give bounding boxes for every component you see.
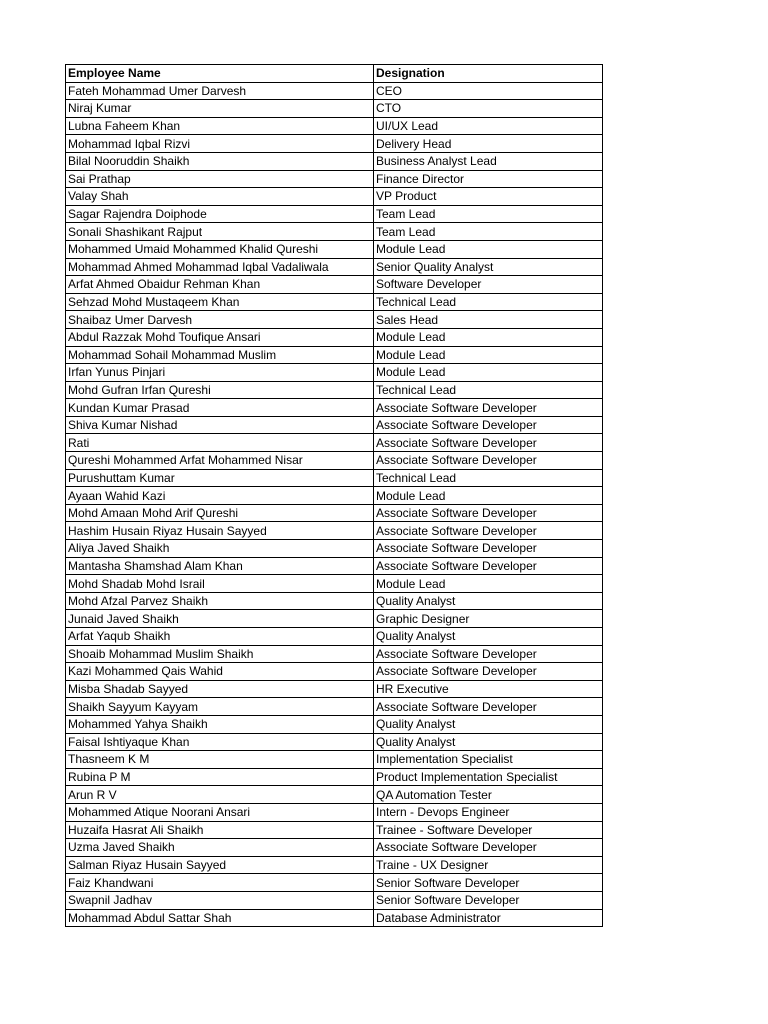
employee-name-cell: Mohammed Atique Noorani Ansari (66, 803, 374, 821)
table-row (66, 803, 603, 821)
table-row (66, 628, 603, 646)
table-row (66, 170, 603, 188)
employee-name-cell: Sehzad Mohd Mustaqeem Khan (66, 293, 374, 311)
table-row (66, 223, 603, 241)
employee-name-cell: Kundan Kumar Prasad (66, 399, 374, 417)
designation-cell: CTO (374, 100, 603, 118)
table-row (66, 733, 603, 751)
employee-name-cell: Bilal Nooruddin Shaikh (66, 152, 374, 170)
employee-name-cell: Qureshi Mohammed Arfat Mohammed Nisar (66, 452, 374, 470)
employee-name-cell: Rati (66, 434, 374, 452)
table-row (66, 891, 603, 909)
designation-cell: Associate Software Developer (374, 557, 603, 575)
designation-cell: Quality Analyst (374, 592, 603, 610)
designation-cell: Senior Software Developer (374, 891, 603, 909)
designation-cell: Finance Director (374, 170, 603, 188)
employee-name-cell: Purushuttam Kumar (66, 469, 374, 487)
employee-name-cell: Sagar Rajendra Doiphode (66, 205, 374, 223)
table-row (66, 592, 603, 610)
table-row (66, 557, 603, 575)
table-row (66, 821, 603, 839)
table-row (66, 856, 603, 874)
table-row (66, 82, 603, 100)
employee-name-cell: Irfan Yunus Pinjari (66, 364, 374, 382)
employee-name-cell: Shaikh Sayyum Kayyam (66, 698, 374, 716)
employee-table (65, 64, 603, 927)
designation-cell: Associate Software Developer (374, 434, 603, 452)
designation-cell: Associate Software Developer (374, 839, 603, 857)
table-row (66, 874, 603, 892)
designation-cell: UI/UX Lead (374, 117, 603, 135)
designation-cell: Module Lead (374, 346, 603, 364)
table-row (66, 276, 603, 294)
employee-name-cell: Faiz Khandwani (66, 874, 374, 892)
table-row (66, 487, 603, 505)
designation-cell: Senior Software Developer (374, 874, 603, 892)
table-row (66, 293, 603, 311)
employee-name-cell: Mohammad Sohail Mohammad Muslim (66, 346, 374, 364)
employee-name-cell: Shaibaz Umer Darvesh (66, 311, 374, 329)
table-row (66, 909, 603, 927)
designation-cell: Associate Software Developer (374, 452, 603, 470)
table-row (66, 381, 603, 399)
table-row (66, 698, 603, 716)
employee-name-cell: Shoaib Mohammad Muslim Shaikh (66, 645, 374, 663)
employee-name-cell: Lubna Faheem Khan (66, 117, 374, 135)
table-row (66, 522, 603, 540)
designation-cell: Product Implementation Specialist (374, 768, 603, 786)
designation-cell: Implementation Specialist (374, 751, 603, 769)
designation-cell: CEO (374, 82, 603, 100)
employee-name-cell: Mohammed Umaid Mohammed Khalid Qureshi (66, 240, 374, 258)
employee-name-cell: Ayaan Wahid Kazi (66, 487, 374, 505)
designation-cell: Technical Lead (374, 293, 603, 311)
designation-cell: Associate Software Developer (374, 399, 603, 417)
employee-name-cell: Mohammed Yahya Shaikh (66, 715, 374, 733)
employee-name-cell: Abdul Razzak Mohd Toufique Ansari (66, 328, 374, 346)
designation-cell: Associate Software Developer (374, 522, 603, 540)
designation-cell: Database Administrator (374, 909, 603, 927)
designation-cell: Intern - Devops Engineer (374, 803, 603, 821)
employee-name-cell: Sonali Shashikant Rajput (66, 223, 374, 241)
header-employee-name: Employee Name (66, 65, 374, 83)
table-row (66, 663, 603, 681)
table-row (66, 258, 603, 276)
employee-name-cell: Mantasha Shamshad Alam Khan (66, 557, 374, 575)
designation-cell: Associate Software Developer (374, 540, 603, 558)
table-row (66, 100, 603, 118)
employee-name-cell: Niraj Kumar (66, 100, 374, 118)
designation-cell: Business Analyst Lead (374, 152, 603, 170)
employee-name-cell: Thasneem K M (66, 751, 374, 769)
employee-name-cell: Arun R V (66, 786, 374, 804)
employee-name-cell: Arfat Ahmed Obaidur Rehman Khan (66, 276, 374, 294)
designation-cell: Module Lead (374, 487, 603, 505)
employee-name-cell: Mohd Gufran Irfan Qureshi (66, 381, 374, 399)
designation-cell: Team Lead (374, 205, 603, 223)
table-row (66, 610, 603, 628)
designation-cell: QA Automation Tester (374, 786, 603, 804)
employee-name-cell: Faisal Ishtiyaque Khan (66, 733, 374, 751)
designation-cell: Quality Analyst (374, 733, 603, 751)
employee-name-cell: Uzma Javed Shaikh (66, 839, 374, 857)
table-row (66, 205, 603, 223)
table-row (66, 117, 603, 135)
employee-name-cell: Salman Riyaz Husain Sayyed (66, 856, 374, 874)
table-row (66, 575, 603, 593)
designation-cell: Software Developer (374, 276, 603, 294)
employee-name-cell: Junaid Javed Shaikh (66, 610, 374, 628)
designation-cell: Associate Software Developer (374, 698, 603, 716)
table-row (66, 399, 603, 417)
table-row (66, 364, 603, 382)
table-row (66, 152, 603, 170)
designation-cell: Associate Software Developer (374, 504, 603, 522)
table-row (66, 645, 603, 663)
designation-cell: Senior Quality Analyst (374, 258, 603, 276)
designation-cell: Technical Lead (374, 469, 603, 487)
designation-cell: Module Lead (374, 364, 603, 382)
designation-cell: VP Product (374, 188, 603, 206)
employee-name-cell: Mohd Shadab Mohd Israil (66, 575, 374, 593)
table-row (66, 188, 603, 206)
employee-name-cell: Hashim Husain Riyaz Husain Sayyed (66, 522, 374, 540)
table-row (66, 786, 603, 804)
table-row (66, 839, 603, 857)
designation-cell: Module Lead (374, 575, 603, 593)
designation-cell: Associate Software Developer (374, 663, 603, 681)
employee-name-cell: Kazi Mohammed Qais Wahid (66, 663, 374, 681)
employee-name-cell: Swapnil Jadhav (66, 891, 374, 909)
table-row (66, 452, 603, 470)
table-row (66, 135, 603, 153)
employee-name-cell: Arfat Yaqub Shaikh (66, 628, 374, 646)
table-row (66, 434, 603, 452)
header-row (66, 65, 603, 83)
employee-name-cell: Mohammad Ahmed Mohammad Iqbal Vadaliwala (66, 258, 374, 276)
designation-cell: Delivery Head (374, 135, 603, 153)
designation-cell: HR Executive (374, 680, 603, 698)
designation-cell: Traine - UX Designer (374, 856, 603, 874)
designation-cell: Module Lead (374, 240, 603, 258)
table-row (66, 680, 603, 698)
designation-cell: Associate Software Developer (374, 645, 603, 663)
designation-cell: Sales Head (374, 311, 603, 329)
employee-name-cell: Misba Shadab Sayyed (66, 680, 374, 698)
employee-name-cell: Mohd Amaan Mohd Arif Qureshi (66, 504, 374, 522)
employee-name-cell: Rubina P M (66, 768, 374, 786)
employee-name-cell: Huzaifa Hasrat Ali Shaikh (66, 821, 374, 839)
header-designation: Designation (374, 65, 603, 83)
employee-name-cell: Mohammad Abdul Sattar Shah (66, 909, 374, 927)
table-row (66, 311, 603, 329)
designation-cell: Team Lead (374, 223, 603, 241)
table-row (66, 715, 603, 733)
table-body (66, 65, 603, 927)
designation-cell: Quality Analyst (374, 628, 603, 646)
designation-cell: Trainee - Software Developer (374, 821, 603, 839)
table-row (66, 751, 603, 769)
designation-cell: Graphic Designer (374, 610, 603, 628)
table-row (66, 416, 603, 434)
employee-name-cell: Aliya Javed Shaikh (66, 540, 374, 558)
table-row (66, 504, 603, 522)
table-row (66, 540, 603, 558)
employee-name-cell: Sai Prathap (66, 170, 374, 188)
table-row (66, 346, 603, 364)
designation-cell: Quality Analyst (374, 715, 603, 733)
designation-cell: Module Lead (374, 328, 603, 346)
table-row (66, 768, 603, 786)
table-row (66, 328, 603, 346)
employee-name-cell: Mohd Afzal Parvez Shaikh (66, 592, 374, 610)
designation-cell: Associate Software Developer (374, 416, 603, 434)
employee-name-cell: Shiva Kumar Nishad (66, 416, 374, 434)
designation-cell: Technical Lead (374, 381, 603, 399)
employee-name-cell: Fateh Mohammad Umer Darvesh (66, 82, 374, 100)
table-row (66, 469, 603, 487)
employee-name-cell: Mohammad Iqbal Rizvi (66, 135, 374, 153)
employee-name-cell: Valay Shah (66, 188, 374, 206)
table-row (66, 240, 603, 258)
